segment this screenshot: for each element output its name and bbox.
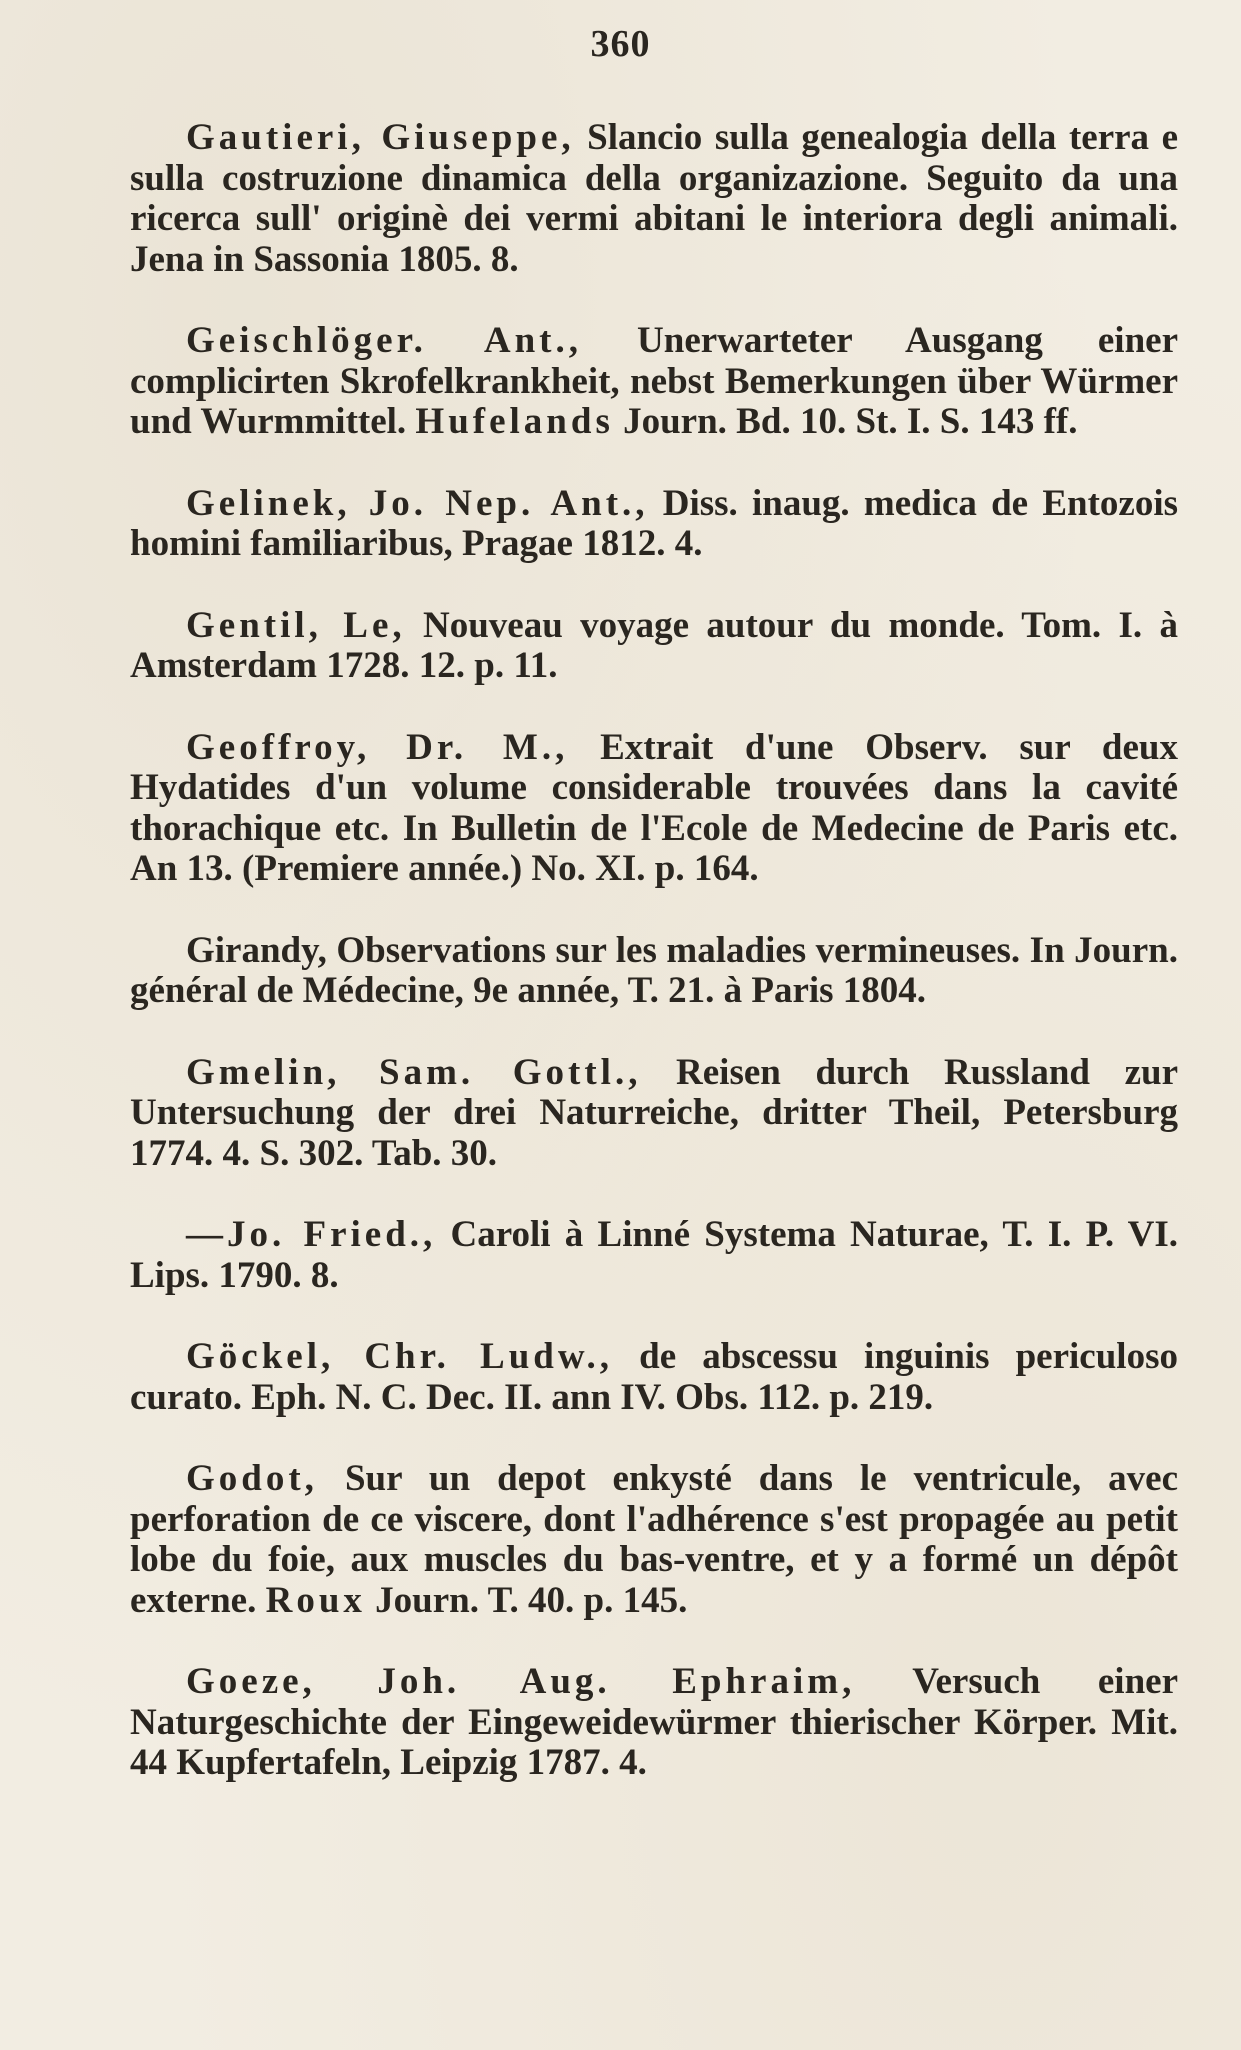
entry-author: Göckel, Chr. Ludw., [186, 1336, 614, 1377]
entry-author: Godot, [186, 1458, 318, 1499]
entry-author: Gmelin, Sam. Gottl., [186, 1051, 642, 1093]
bibliography-entry [130, 1337, 1178, 1418]
entry-author: Geischlöger. Ant., [186, 320, 582, 361]
entry-journal: Hufelands [415, 401, 614, 442]
entry-text-continued: Journ. T. 40. p. 145. [365, 1579, 688, 1621]
bibliography-entry [130, 1459, 1178, 1621]
bibliography-entry [130, 1053, 1178, 1175]
bibliography-list [130, 118, 1178, 1825]
bibliography-entry [130, 931, 1178, 1012]
bibliography-entry [130, 606, 1178, 687]
entry-author: Gautieri, Giuseppe, [186, 117, 575, 158]
entry-text: Caroli à Linné Systema Naturae, T. I. P. VI. Lips. 1790. 8. [130, 1214, 1178, 1296]
entry-author: Goeze, Joh. Aug. Ephraim, [186, 1661, 856, 1702]
entry-author: —Jo. Fried., [186, 1214, 437, 1255]
bibliography-entry [130, 484, 1178, 565]
entry-author: Gentil, Le, [186, 604, 406, 646]
entry-text: de abscessu inguinis periculoso curato. Eph. N. C. Dec. II. ann IV. Obs. 112. p. 219. [130, 1336, 1178, 1418]
entry-text: Reisen durch Russland zur Untersuchung der drei Naturreiche, dritter Theil, Petersburg 1774. 4. S. 302. Tab. 30. [130, 1051, 1179, 1174]
bibliography-entry [130, 1662, 1178, 1784]
entry-text: Nouveau voyage autour du monde. Tom. I. à Amsterdam 1728. 12. p. 11. [130, 604, 1179, 686]
entry-text: Diss. inaug. medica de Entozois homini familiaribus, Pragae 1812. 4. [130, 482, 1178, 564]
bibliography-entry [130, 728, 1178, 890]
page-number: 360 [590, 23, 651, 65]
entry-journal: Roux [265, 1579, 366, 1621]
bibliography-entry [130, 321, 1178, 443]
bibliography-entry [130, 1215, 1178, 1296]
entry-text: Slancio sulla genealogia della terra e sulla costruzione dinamica della organizazione. Seguito da una ricerca sull' originè dei vermi abitani le interiora degli animali. Jena in Sassonia 1805. 8. [130, 117, 1178, 280]
entry-text: Sur un depot enkysté dans le ventricule, avec perforation de ce viscere, dont l'adhérence s'est propagée au petit lobe du foie, aux muscles du bas-ventre, et y a formé un dépôt externe. [130, 1458, 1178, 1621]
entry-author: Geoffroy, Dr. M., [186, 726, 569, 768]
bibliography-entry [130, 118, 1178, 280]
entry-author: Gelinek, Jo. Nep. Ant., [186, 482, 649, 524]
entry-text: Versuch einer Naturgeschichte der Eingeweidewürmer thierischer Körper. Mit. 44 Kupfertafeln, Leipzig 1787. 4. [130, 1661, 1178, 1783]
entry-text: Girandy, Observations sur les maladies vermineuses. In Journ. général de Médecine, 9e année, T. 21. à Paris 1804. [130, 929, 1178, 1011]
entry-text: Extrait d'une Observ. sur deux Hydatides d'un volume considerable trouvées dans la cavité thorachique etc. In Bulletin de l'Ecole de Medecine de Paris etc. An 13. (Premiere année.) No. XI. p. 164. [130, 726, 1178, 889]
entry-text: Unerwarteter Ausgang einer complicirten Skrofelkrankheit, nebst Bemerkungen über Würmer und Wurmmittel. [130, 320, 1178, 442]
entry-text-continued: Journ. Bd. 10. St. I. S. 143 ff. [613, 401, 1078, 442]
